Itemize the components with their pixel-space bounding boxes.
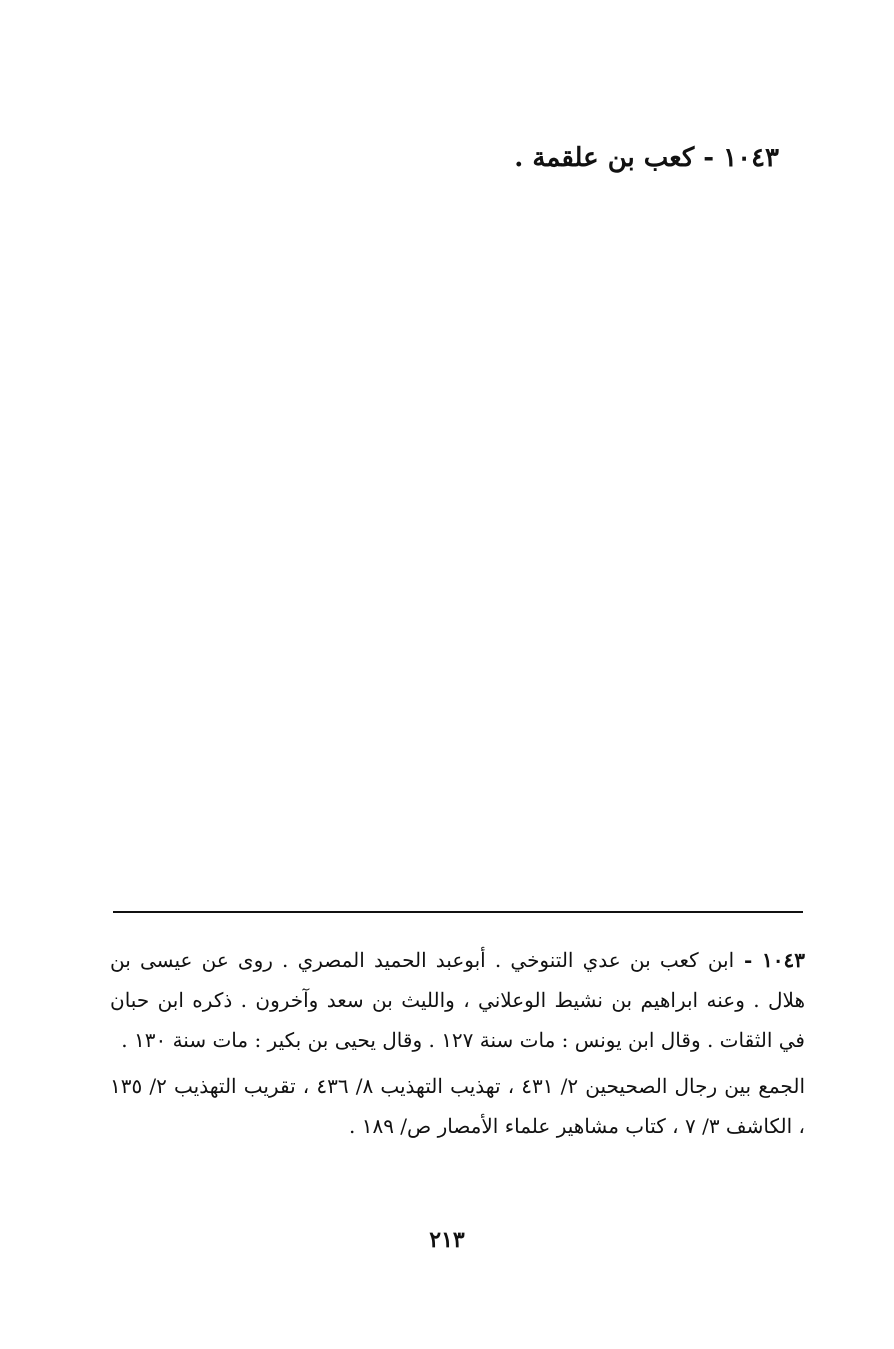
entry-heading — [179, 140, 779, 176]
footnote-divider — [113, 911, 803, 913]
footnote-sources: الجمع بين رجال الصحيحين ٢/ ٤٣١ ، تهذيب التهذيب ٨/ ٤٣٦ ، تقريب التهذيب ٢/ ١٣٥ ، الكاشف ٣/ ٧ ، كتاب مشاهير علماء الأمصار ص/ ١٨٩ . — [110, 1074, 805, 1138]
footnote-biography-text: ابن كعب بن عدي التنوخي . أبوعبد الحميد المصري . روى عن عيسى بن هلال . وعنه ابراهيم بن نشيط الوعلاني ، والليث بن سعد وآخرون . ذكره ابن حبان في الثقات . وقال ابن يونس : مات سنة ١٢٧ . وقال يحيى بن بكير : مات سنة ١٣٠ . — [110, 948, 805, 1052]
entry-separator: - — [694, 143, 724, 173]
footnote-block — [110, 940, 805, 1146]
page-number: ٢١٣ — [429, 1227, 465, 1253]
footnote-biography — [110, 940, 805, 1060]
footnote-number: ١٠٤٣ — [762, 948, 805, 972]
footnote-separator: - — [734, 948, 763, 972]
entry-number: ١٠٤٣ — [723, 143, 779, 173]
entry-name: كعب بن علقمة . — [514, 143, 695, 173]
